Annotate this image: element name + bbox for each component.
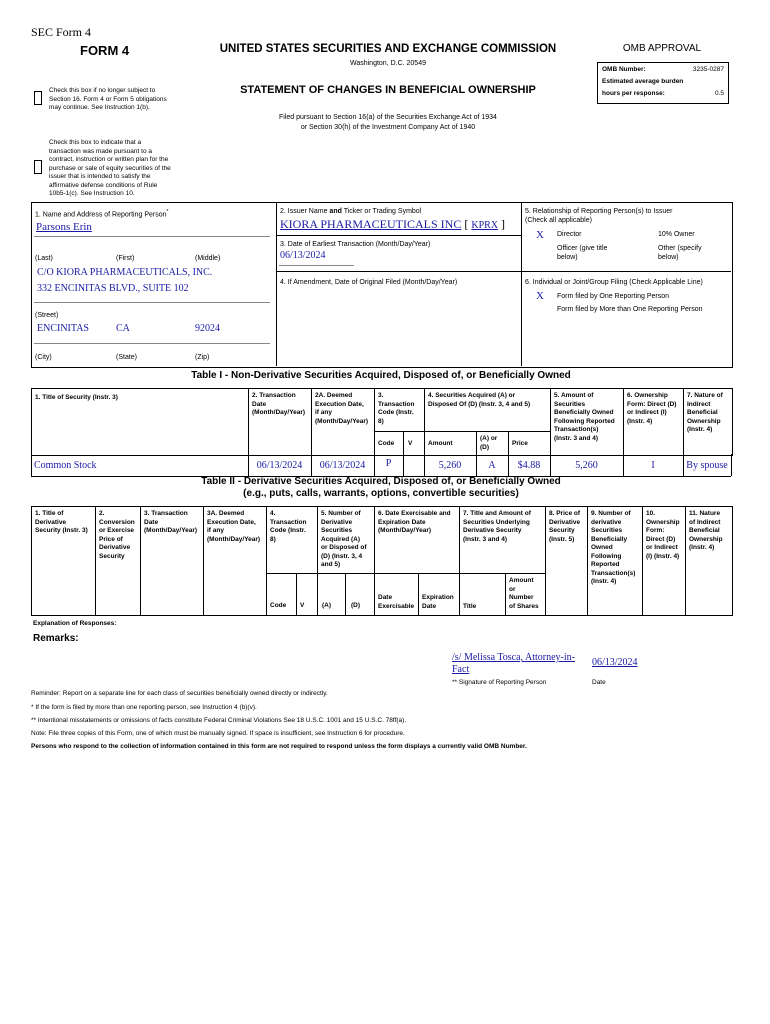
no-longer-subject-text: Check this box if no longer subject to Section 16. Form 4 or Form 5 obligations may continue. See Instruction 1(b). xyxy=(49,87,167,111)
t2-h-deemed: 3A. Deemed Execution Date, if any (Month/Day/Year) xyxy=(207,510,261,543)
t1-row-owned: 5,260 xyxy=(575,460,598,471)
t1-row-code: P xyxy=(385,458,392,469)
statement-title: STATEMENT OF CHANGES IN BENEFICIAL OWNERSHIP xyxy=(240,84,536,96)
t2-sub-exercisable: Date Exercisable xyxy=(378,594,415,610)
omb-box xyxy=(597,62,729,104)
omb-number: 3235-0287 xyxy=(692,66,724,73)
t1-sub-v: V xyxy=(408,440,413,447)
t1-row-ad: A xyxy=(488,460,496,471)
t2-sub-code: Code xyxy=(270,602,287,609)
t1-h-deemed: 2A. Deemed Execution Date, if any (Month/Day/Year) xyxy=(315,392,369,425)
t1-h-code: 3. Transaction Code (Instr. 8) xyxy=(378,392,415,425)
first-label: (First) xyxy=(116,255,135,262)
table1-title: Table I - Non-Derivative Securities Acquired, Disposed of, or Beneficially Owned xyxy=(191,370,571,381)
t2-sub-d: (D) xyxy=(351,602,361,609)
t1-row-form: I xyxy=(651,460,655,471)
explanation-label: Explanation of Responses: xyxy=(33,620,117,627)
note-omb: Persons who respond to the collection of information contained in this form are not required to respond unless the form displays a currently valid OMB Number. xyxy=(31,743,527,750)
rule-10b5-1-text: Check this box to indicate that a transaction was made pursuant to a contract, instruction or written plan for the purchase or sale of equity securities of the issuer that is intended to satisfy the affirmative defense conditions of Rule 10b5-1(c). See Instruction 10. xyxy=(49,139,171,197)
remarks-label: Remarks: xyxy=(33,633,79,644)
t1-h-ownership: 6. Ownership Form: Direct (D) or Indirect (I) (Instr. 4) xyxy=(627,392,677,425)
t1-h-acquired: 4. Securities Acquired (A) or Disposed Of (D) (Instr. 3, 4 and 5) xyxy=(428,392,531,408)
address-line-2: 332 ENCINITAS BLVD., SUITE 102 xyxy=(37,283,189,294)
city-value: ENCINITAS xyxy=(37,323,89,334)
t1-row-date: 06/13/2024 xyxy=(256,460,303,471)
filed-line-1: Filed pursuant to Section 16(a) of the Securities Exchange Act of 1934 xyxy=(279,114,497,121)
box3-label: 3. Date of Earliest Transaction (Month/Day/Year) xyxy=(280,241,431,248)
filed-line-2: or Section 30(h) of the Investment Company Act of 1940 xyxy=(300,124,476,131)
reporting-person-name[interactable]: Parsons Erin xyxy=(36,221,92,233)
signature[interactable]: /s/ Melissa Tosca, Attorney-in- Fact xyxy=(452,652,575,675)
t1-row-nature: By spouse xyxy=(686,460,728,471)
note-copies: Note: File three copies of this Form, one of which must be manually signed. If space is insufficient, see Instruction 6 for procedure. xyxy=(31,730,405,737)
state-value: CA xyxy=(116,323,130,334)
t2-h-conversion: 2. Conversion or Exercise Price of Derivative Security xyxy=(99,510,135,560)
t1-row-amount: 5,260 xyxy=(438,460,462,471)
ten-pct-owner-label: 10% Owner xyxy=(658,231,695,238)
t1-sub-price: Price xyxy=(512,440,528,447)
t1-h-nature: 7. Nature of Indirect Beneficial Ownership (Instr. 4) xyxy=(687,392,723,433)
one-person-x[interactable]: X xyxy=(536,290,544,302)
signature-label: ** Signature of Reporting Person xyxy=(452,679,547,686)
t2-h-code: 4. Transaction Code (Instr. 8) xyxy=(270,510,307,543)
t2-sub-a: (A) xyxy=(322,602,332,609)
table2-title-1: Table II - Derivative Securities Acquired, Disposed of, or Beneficially Owned xyxy=(201,476,561,487)
city-label: (City) xyxy=(35,354,52,361)
location: Washington, D.C. 20549 xyxy=(349,60,426,67)
director-label: Director xyxy=(557,231,582,238)
more-persons-label: Form filed by More than One Reporting Person xyxy=(557,306,703,313)
t2-h-price: 8. Price of Derivative Security (Instr. 5) xyxy=(549,510,581,543)
t2-h-owned: 9. Number of derivative Securities Beneficially Owned Following Reported Transaction(s) (Instr. 4) xyxy=(591,510,636,585)
omb-title: OMB APPROVAL xyxy=(622,43,702,54)
omb-burden-label: Estimated average burden xyxy=(602,78,684,85)
t2-h-ownership: 10. Ownership Form: Direct (D) or Indirect (I) (Instr. 4) xyxy=(646,510,680,560)
t1-h-amount: 5. Amount of Securities Beneficially Owned Following Reported Transaction(s) (Instr. 3 and 4) xyxy=(554,392,615,442)
t2-h-title: 1. Title of Derivative Security (Instr. 3) xyxy=(35,510,88,534)
last-label: (Last) xyxy=(35,255,53,262)
one-person-label: Form filed by One Reporting Person xyxy=(557,293,670,300)
address-line-1: C/O KIORA PHARMACEUTICALS, INC. xyxy=(37,267,213,278)
street-label: (Street) xyxy=(35,312,59,319)
note-reminder: Reminder: Report on a separate line for each class of securities beneficially owned directly or indirectly. xyxy=(31,690,328,697)
date-label: Date xyxy=(592,679,606,686)
t2-sub-expiration: Expiration Date xyxy=(422,594,454,610)
t1-row-deemed: 06/13/2024 xyxy=(319,460,366,471)
t2-sub-title: Title xyxy=(463,603,477,610)
signature-date: 06/13/2024 xyxy=(592,657,638,668)
box1-label: 1. Name and Address of Reporting Person* xyxy=(35,209,169,219)
box5-label: 5. Relationship of Reporting Person(s) to Issuer (Check all applicable) xyxy=(525,208,673,224)
omb-number-label: OMB Number: xyxy=(602,66,646,73)
box4-label: 4. If Amendment, Date of Original Filed (Month/Day/Year) xyxy=(280,279,458,286)
box6-label: 6. Individual or Joint/Group Filing (Check Applicable Line) xyxy=(525,279,703,286)
t2-sub-v: V xyxy=(300,602,305,609)
t1-sub-code: Code xyxy=(378,440,395,447)
table2-title-2: (e.g., puts, calls, warrants, options, convertible securities) xyxy=(243,488,519,499)
t1-h-title: 1. Title of Security (Instr. 3) xyxy=(35,394,118,401)
t1-sub-ad: (A) or (D) xyxy=(480,435,498,451)
doc-label: SEC Form 4 xyxy=(31,25,92,39)
box2-label: 2. Issuer Name and Ticker or Trading Symbol xyxy=(280,208,422,215)
note-misstatements: ** Intentional misstatements or omissions of facts constitute Federal Criminal Violations See 18 U.S.C. 1001 and 15 U.S.C. 78ff(a). xyxy=(31,717,407,724)
omb-hours-label: hours per response: xyxy=(602,90,665,97)
t2-h-exercisable: 6. Date Exercisable and Expiration Date (Month/Day/Year) xyxy=(378,510,451,534)
zip-label: (Zip) xyxy=(195,354,210,361)
note-multiple-persons: * If the form is filed by more than one reporting person, see Instruction 4 (b)(v). xyxy=(31,704,257,711)
no-longer-subject-checkbox[interactable] xyxy=(34,91,42,105)
director-x[interactable]: X xyxy=(536,229,544,241)
zip-value: 92024 xyxy=(195,323,220,334)
t1-row-price: $4.88 xyxy=(517,460,541,471)
t2-h-underlying: 7. Title and Amount of Securities Underlying Derivative Security (Instr. 3 and 4) xyxy=(463,510,531,543)
t1-sub-amount: Amount xyxy=(428,440,453,447)
other-label: Other (specify below) xyxy=(658,245,702,261)
officer-label: Officer (give title below) xyxy=(557,245,608,261)
commission-title: UNITED STATES SECURITIES AND EXCHANGE COMMISSION xyxy=(219,43,557,55)
t2-h-date: 3. Transaction Date (Month/Day/Year) xyxy=(144,510,198,534)
t1-row-title: Common Stock xyxy=(34,460,97,471)
middle-label: (Middle) xyxy=(195,255,221,262)
t1-h-date: 2. Transaction Date (Month/Day/Year) xyxy=(252,392,306,416)
state-label: (State) xyxy=(116,354,138,361)
t2-sub-amount: Amount or Number of Shares xyxy=(509,577,539,610)
form-title: FORM 4 xyxy=(80,43,130,58)
earliest-transaction-date: 06/13/2024 xyxy=(280,250,326,261)
t2-h-number: 5. Number of Derivative Securities Acquired (A) or Disposed of (D) (Instr. 3, 4 and 5) xyxy=(321,510,367,568)
omb-hours: 0.5 xyxy=(714,90,724,97)
issuer-name[interactable]: KIORA PHARMACEUTICALS INC [ KPRX ] xyxy=(280,217,506,231)
rule-10b5-1-checkbox[interactable] xyxy=(34,160,42,174)
t2-h-nature: 11. Nature of Indirect Beneficial Ownership (Instr. 4) xyxy=(689,510,723,551)
